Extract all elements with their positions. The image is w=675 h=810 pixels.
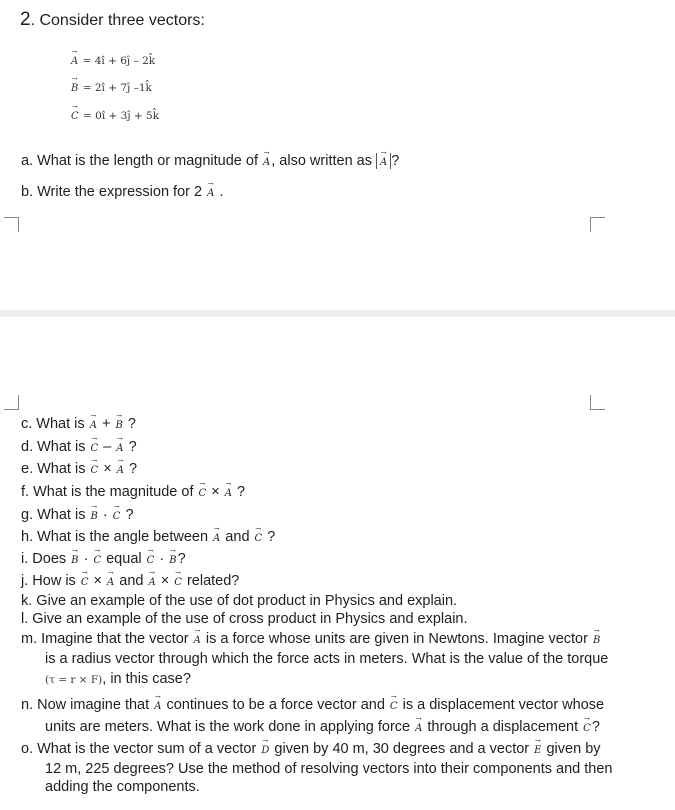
question-k: k. Give an example of the use of dot product in Physics and explain. <box>21 593 458 609</box>
question-c: c. What is → A + → B ? <box>21 416 136 432</box>
vector-symbol: → A <box>206 188 215 199</box>
vector-symbol: → B <box>70 555 79 566</box>
vector-symbol: → B <box>114 420 123 431</box>
question-m-line-2: is a radius vector through which the force acts in meters. What is the value of the torque <box>45 651 609 667</box>
question-n-line-2: units are meters. What is the work done in applying force → A through a displacement → C? <box>45 719 600 735</box>
vector-symbol: → A <box>116 465 125 476</box>
vector-symbol: → A <box>115 443 124 454</box>
question-b: b. Write the expression for 2 → A . <box>21 184 223 200</box>
question-f: f. What is the magnitude of → C × → A ? <box>21 484 245 500</box>
question-m-line-3: (τ = r × F), in this case? <box>45 671 191 687</box>
question-d: d. What is → C – → A ? <box>21 439 137 455</box>
question-a: a. What is the length or magnitude of → A, also written as → A ? <box>21 153 399 169</box>
vector-symbol: → C <box>173 577 183 588</box>
vector-symbol: → E <box>533 745 542 756</box>
vector-c-definition: → C = 0î + 3ĵ + 5k̂ <box>70 110 159 122</box>
vector-symbol: → D <box>260 745 270 756</box>
vector-b-definition: → B = 2î + 7ĵ –1k̂ <box>70 82 152 94</box>
vector-symbol: → A <box>148 577 157 588</box>
vector-symbol: → A <box>262 157 271 168</box>
vector-symbol: → A <box>153 701 162 712</box>
question-o-line-1: o. What is the vector sum of a vector → D given by 40 m, 30 degrees and a vector → E given by <box>21 741 601 757</box>
question-number: 2 <box>20 9 31 30</box>
question-m-line-1: m. Imagine that the vector → A is a force whose units are given in Newtons. Imagine vector → B <box>21 631 601 647</box>
question-h: h. What is the angle between → A and → C ? <box>21 529 275 545</box>
vector-symbol: → A <box>193 635 202 646</box>
question-g: g. What is → B · → C ? <box>21 507 134 523</box>
vector-symbol: → A <box>379 157 388 168</box>
vector-symbol: → C <box>90 443 100 454</box>
vector-symbol: → C <box>92 555 102 566</box>
vector-symbol: → C <box>389 701 399 712</box>
vector-symbol: → A <box>70 56 79 67</box>
vector-symbol: → C <box>90 465 100 476</box>
vector-symbol: → C <box>146 555 156 566</box>
vector-symbol: → B <box>90 511 99 522</box>
question-o-line-3: adding the components. <box>45 779 200 795</box>
vector-symbol: → A <box>224 488 233 499</box>
vector-symbol: → C <box>112 511 122 522</box>
vector-symbol: → C <box>70 111 80 122</box>
vector-symbol: → C <box>80 577 90 588</box>
question-l: l. Give an example of the use of cross product in Physics and explain. <box>21 611 468 627</box>
question-title <box>20 9 205 31</box>
vector-symbol: → A <box>89 420 98 431</box>
vector-symbol: → C <box>582 723 592 734</box>
question-o-line-2: 12 m, 225 degrees? Use the method of resolving vectors into their components and then <box>45 761 613 777</box>
vector-a-definition: → A = 4î + 6ĵ – 2k̂ <box>70 55 155 67</box>
question-title-text: . Consider three vectors: <box>30 12 205 29</box>
vector-symbol: → B <box>592 635 601 646</box>
page-corner-mark <box>590 395 605 410</box>
vector-symbol: → A <box>106 577 115 588</box>
page-break-divider <box>0 310 675 317</box>
page-corner-mark <box>4 217 19 232</box>
vector-symbol: → C <box>254 533 264 544</box>
question-i: i. Does → B · → C equal → C · → B? <box>21 551 186 567</box>
page-corner-mark <box>590 217 605 232</box>
question-n-line-1: n. Now imagine that → A continues to be a force vector and → C is a displacement vector whose <box>21 697 604 713</box>
vector-symbol: → A <box>414 723 423 734</box>
vector-symbol: → B <box>168 555 177 566</box>
vector-symbol: → A <box>212 533 221 544</box>
vector-symbol: → C <box>198 488 208 499</box>
page-corner-mark <box>4 395 19 410</box>
question-j: j. How is → C × → A and → A × → C related? <box>21 573 239 589</box>
question-e: e. What is → C × → A ? <box>21 461 137 477</box>
vector-symbol: → B <box>70 83 79 94</box>
